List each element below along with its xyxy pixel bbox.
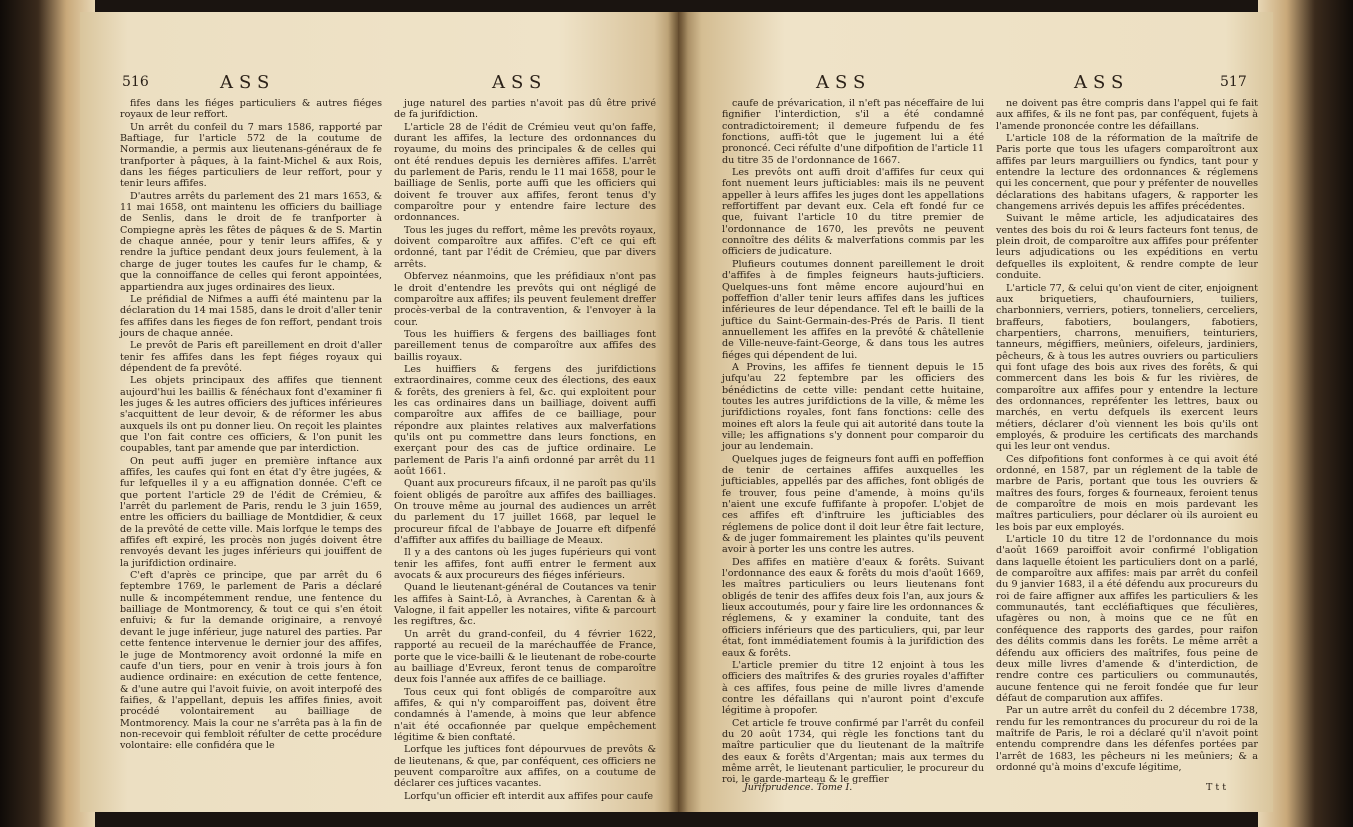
paragraph: L'article 28 de l'édit de Crémieu veut qu'on faffe, durant les affifes, la lecture des ordonnances du royaume, du moins des principales & de celles qui ont été rendues depuis les dernières affifes. L'arrêt du parlement de Paris, rendu le 11 mai 1658, pour le bailliage de Senlis, porte auffi que les officiers qui doivent fe trouver aux affifes, feront tenus d'y comparoître pour y entendre faire lecture des ordonnances.	[394, 121, 656, 224]
book-gutter	[668, 12, 688, 812]
paragraph: On peut auffi juger en première inftance aux affifes, les caufes qui font en état d'y être jugées, & fur lefquelles il y a eu affignation donnée. C'eft ce que portent l'article 29 de l'édit de Crémieu, & l'arrêt du parlement de Paris, rendu le 3 juin 1659, entre les officiers du bailliage de Montdidier, & ceux de la prevôté de cette ville. Mais lorfque le temps des affifes eft expiré, les procès non jugés doivent être renvoyés devant les juges inférieurs qui jouiffent de la jurifdiction ordinaire.	[120, 455, 382, 569]
paragraph: Les huiffiers & fergens des jurifdictions extraordinaires, comme ceux des élections, des eaux & forêts, des greniers à fel, &c. qui exploitent pour les cas ordinaires dans un bailliage, doivent auffi comparoître aux affifes de ce bailliage, pour répondre aux plaintes relatives aux malverfations qu'ils ont pu commettre dans leurs fonctions, en exerçant pour des cas de juftice ordinaire. Le parlement de Paris l'a ainfi ordonné par arrêt du 11 août 1661.	[394, 363, 656, 477]
page-number-left: 516	[122, 74, 149, 90]
paragraph: Quand le lieutenant-général de Coutances va tenir les affifes à Saint-Lô, à Avranches, à Carentan & à Valogne, il fait appeller les notaires, vifite & parcourt les regiftres, &c.	[394, 582, 656, 628]
paragraph: Par un autre arrêt du confeil du 2 décembre 1738, rendu fur les remontrances du procureur du roi de la maîtrife de Paris, le roi a déclaré qu'il n'avoit point entendu comprendre dans les défenfes portées par l'arrêt de 1683, les pêcheurs ni les meûniers; & a ordonné qu'à moins d'excufe légitime,	[996, 705, 1258, 773]
footer-signature	[744, 782, 852, 793]
paragraph: fifes dans les fiéges particuliers & autres fiéges royaux de leur reffort.	[120, 98, 382, 121]
paragraph: A Provins, les affifes fe tiennent depuis le 15 jufqu'au 22 feptembre par les officiers des bénédictins de cette ville: pendant cette huitaine, toutes les autres jurifdictions de la ville, & même les jurifdictions royales, font fans fonctions: celle des moines eft alors la feule qui ait autorité dans toute la ville; les affignations s'y donnent pour comparoir du jour au lendemain.	[722, 361, 984, 453]
paragraph: L'article 10 du titre 12 de l'ordonnance du mois d'août 1669 paroiffoit avoir confirmé l'obligation dans laquelle étoient les particuliers dont on a parlé, de comparoître aux affifes: mais par arrêt du confeil du 9 janvier 1683, il a été défendu aux procureurs du roi de faire affigner aux affifes les particuliers & les communautés, tant eccléfiaftiques que féculières, ufagères ou non, à moins que ce ne fût en conféquence des rapports des gardes, pour raifon des délits commis dans les forêts. Le même arrêt a défendu aux officiers des maîtrifes, fous peine de deux mille livres d'amende & d'interdiction, de rendre contre ces particuliers ou communautés, aucune fentence qui ne feroit fondée que fur leur défaut de comparution aux affifes.	[996, 534, 1258, 704]
paragraph: Un arrêt du grand-confeil, du 4 février 1622, rapporté au recueil de la maréchauffée de France, porte que le vice-bailli & le lieutenant de robe-courte au bailliage d'Evreux, feront tenus de comparoître deux fois l'année aux affifes de ce bailliage.	[394, 628, 656, 686]
left-page	[80, 12, 678, 812]
left-page-header	[80, 72, 678, 96]
paragraph: Suivant le même article, les adjudicataires des ventes des bois du roi & leurs facteurs font tenus, de plein droit, de comparoître aux affifes pour préfenter leurs adjudications ou les expéditions en vertu defquelles ils exploitent, & rendre compte de leur conduite.	[996, 213, 1258, 282]
paragraph: L'article 77, & celui qu'on vient de citer, enjoignent aux briquetiers, chaufourniers, tuiliers, charbonniers, verriers, potiers, tonneliers, cerceliers, braffeurs, fabotiers, boulangers, fabotiers, charpentiers, charrons, menuifiers, teinturiers, tanneurs, mégiffiers, meûniers, oifeleurs, jardiniers, pêcheurs, & à tous les autres ouvriers ou particuliers qui font ufage des bois aux rives des forêts, & qui commercent dans les bois & fur les rivières, de comparoître aux affifes pour y entendre la lecture des ordonnances, repréfenter les lettres, baux ou marchés, en vertu defquels ils exercent leurs métiers, déclarer d'où viennent les bois qu'ils ont employés, & produire les certificats des marchands qui les leur ont vendus.	[996, 282, 1258, 453]
running-head-left-1: ASS	[220, 72, 276, 93]
footer-signature-mark: T t t	[1206, 782, 1227, 793]
right-page	[678, 12, 1273, 812]
right-page-column-1	[722, 98, 984, 786]
right-page-column-2	[996, 98, 1258, 798]
paragraph: Cet article fe trouve confirmé par l'arrêt du confeil du 20 août 1734, qui règle les fonctions tant du maître particulier que du lieutenant de la maîtrife des eaux & forêts d'Argentan; mais aux termes du même arrêt, le lieutenant particulier, le procureur du roi, le garde-marteau & le greffier	[722, 717, 984, 786]
left-page-column-1	[120, 98, 382, 798]
running-head-right-2: ASS	[1074, 72, 1130, 93]
paragraph: Plufieurs coutumes donnent pareillement le droit d'affifes à de fimples feigneurs hauts-jufticiers. Quelques-uns font même encore aujourd'hui en poffeffion d'aller tenir leurs affifes dans les juftices inférieures de leur dépendance. Tel eft le bailli de la juftice du Saint-Germain-des-Prés de Paris. Il tient annuellement les affifes en la prevôté & châtellenie de Ville-neuve-faint-George, & dans tous les autres fiéges qui dépendent de lui.	[722, 258, 984, 361]
paragraph: L'article 108 de la réformation de la maîtrife de Paris porte que tous les ufagers comparoîtront aux affifes par leurs marguilliers ou fyndics, tant pour y entendre la lecture des ordonnances & réglemens qui les concernent, que pour y préfenter de nouvelles déclarations des habitans ufagers, & rapporter les changemens arrivés depuis les affifes précédentes.	[996, 133, 1258, 213]
paragraph: Le préfidial de Nifmes a auffi été maintenu par la déclaration du 14 mai 1585, dans le droit d'aller tenir fes affifes dans les fieges de fon reffort, pendant trois jours de chaque année.	[120, 293, 382, 339]
paragraph: ne doivent pas être compris dans l'appel qui fe fait aux affifes, & ils ne font pas, par conféquent, fujets à l'amende prononcée contre les défaillans.	[996, 98, 1258, 132]
paragraph: Un arrêt du confeil du 7 mars 1586, rapporté par Baftiage, fur l'article 572 de la coutume de Normandie, a permis aux lieutenans-généraux de fe tranfporter à pâques, à la faint-Michel & aux Rois, dans les fiéges particuliers de leur reffort, pour y tenir leurs affifes.	[120, 121, 382, 190]
right-page-header	[678, 72, 1273, 96]
paragraph: Quelques juges de feigneurs font auffi en poffeffion de tenir de certaines affifes auxquelles les jufticiables, appellés par des affiches, font obligés de fe trouver, fous peine d'amende, à moins qu'ils n'aient une excufe fuffifante à propofer. L'objet de ces affifes eft d'inftruire les jufticiables des réglemens de police dont il doit leur être fait lecture, & de juger fommairement les plaintes qu'ils peuvent avoir à porter les uns contre les autres.	[722, 453, 984, 556]
paragraph: juge naturel des parties n'avoit pas dû être privé de fa jurifdiction.	[394, 98, 656, 121]
page-number-right: 517	[1220, 74, 1247, 90]
paragraph: C'eft d'après ce principe, que par arrêt du 6 feptembre 1769, le parlement de Paris a déclaré nulle & incompétemment rendue, une fentence du bailliage de Montmorency, & tout ce qui s'en étoit enfuivi; & fur la demande originaire, a renvoyé devant le juge inférieur, juge naturel des parties. Par cette fentence intervenue le dernier jour des affifes, le juge de Montmorency avoit ordonné la mife en caufe d'un tiers, pour en venir à trois jours à fon audience ordinaire: en exécution de cette fentence, & d'une autre qui l'avoit fuivie, on avoit interpofé des faifies, & l'appellant, depuis les affifes finies, avoit procédé volontairement au bailliage de Montmorency. Mais la cour ne s'arrêta pas à la fin de non-recevoir qui fembloit réfulter de cette procédure volontaire: elle confidéra que le	[120, 570, 382, 752]
paragraph: Le prevôt de Paris eft pareillement en droit d'aller tenir fes affifes dans les fept fiéges royaux qui dépendent de fa prevôté.	[120, 340, 382, 374]
paragraph: Tous les juges du reffort, même les prevôts royaux, doivent comparoître aux affifes. C'eft ce qui eft ordonné, tant par l'édit de Crémieu, que par divers arrêts.	[394, 224, 656, 270]
paragraph: Les objets principaux des affifes que tiennent aujourd'hui les baillis & fénéchaux font d'examiner fi les juges & les autres officiers des juftices inférieures s'acquittent de leur devoir, & de réformer les abus auxquels ils ont pu donner lieu. On reçoit les plaintes que l'on fait contre ces officiers, & l'on punit les coupables, tant par amende que par interdiction.	[120, 375, 382, 455]
paragraph: Obfervez néanmoins, que les préfidiaux n'ont pas le droit d'entendre les prevôts qui ont négligé de comparoître aux affifes; ils peuvent feulement dreffer procès-verbal de la contravention, & l'envoyer à la cour.	[394, 271, 656, 328]
paragraph: L'article premier du titre 12 enjoint à tous les officiers des maîtrifes & des gruries royales d'affifter à ces affifes, fous peine de mille livres d'amende contre les défaillans qui n'auront point d'excufe légitime à propofer.	[722, 659, 984, 717]
paragraph: Les prevôts ont auffi droit d'affifes fur ceux qui font nuement leurs jufticiables: mais ils ne peuvent appeller à leurs affifes les juges dont les appellations reffortiffent par devant eux. Cela eft fondé fur ce que, fuivant l'article 10 du titre premier de l'ordonnance de 1670, les prevôts ne peuvent connoître des délits & malverfations commis par les officiers de judicature.	[722, 167, 984, 258]
paragraph: Des affifes en matière d'eaux & forêts. Suivant l'ordonnance des eaux & forêts du mois d'août 1669, les maîtres particuliers ou leurs lieutenans font obligés de tenir des affifes deux fois l'an, aux jours & lieux accoutumés, pour y faire lire les ordonnances & réglemens, & y examiner la conduite, tant des officiers inférieurs que des particuliers, qui, par leur état, font immédiatement foumis à la jurifdiction des eaux & forêts.	[722, 556, 984, 659]
paragraph: Quant aux procureurs fifcaux, il ne paroît pas qu'ils foient obligés de paroître aux affifes des bailliages. On trouve même au journal des audiences un arrêt du parlement du 17 juillet 1668, par lequel le procureur fifcal de l'abbaye de Jouarre eft difpenfé d'affifter aux affifes du bailliage de Meaux.	[394, 478, 656, 547]
paragraph: Ces difpofitions font conformes à ce qui avoit été ordonné, en 1587, par un réglement de la table de marbre de Paris, portant que tous les ouvriers & maîtres des fours, forges & fourneaux, feroient tenus de comparoître de mois en mois pardevant les maîtres particuliers, pour déclarer où ils auroient eu les bois par eux employés.	[996, 453, 1258, 533]
running-head-left-2: ASS	[492, 72, 548, 93]
footer-title: Jurifprudence. Tome I.	[744, 782, 853, 793]
left-page-column-2	[394, 98, 656, 802]
paragraph: D'autres arrêts du parlement des 21 mars 1653, & 11 mai 1658, ont maintenu les officiers du bailliage de Senlis, dans le droit de fe tranfporter à Compiegne après les fêtes de pâques & de S. Martin de chaque année, pour y tenir leurs affifes, & y rendre la juftice pendant deux jours feulement, à la charge de juger toutes les caufes fur le champ, & que la connoiffance de celles qui feront appointées, appartiendra aux juges ordinaires des lieux.	[120, 190, 382, 293]
paragraph: Lorfqu'un officier eft interdit aux affifes pour caufe	[404, 790, 654, 802]
running-head-right-1: ASS	[816, 72, 872, 93]
paragraph: Il y a des cantons où les juges fupérieurs qui vont tenir les affifes, font auffi entrer le ferment aux avocats & aux procureurs des fiéges inférieurs.	[394, 547, 656, 582]
paragraph: Lorfque les juftices font dépourvues de prevôts & de lieutenans, & que, par conféquent, ces officiers ne peuvent comparoître aux affifes, on a coutume de déclarer ces juftices vacantes.	[394, 744, 656, 790]
paragraph: Tous ceux qui font obligés de comparoître aux affifes, & qui n'y comparoiffent pas, doivent être condamnés à l'amende, à moins que leur abfence n'ait été occafionnée par quelque empêchement légitime & bien conftaté.	[394, 686, 656, 743]
paragraph: Tous les huiffiers & fergens des bailliages font pareillement tenus de comparoître aux affifes des baillis royaux.	[394, 328, 656, 363]
paragraph: caufe de prévarication, il n'eft pas néceffaire de lui fignifier l'interdiction, s'il a été condamné contradictoirement; il demeure fufpendu de fes fonctions, auffi-tôt que le jugement lui a été prononcé. Ceci réfulte d'une difpofition de l'article 11 du titre 35 de l'ordonnance de 1667.	[722, 98, 984, 166]
